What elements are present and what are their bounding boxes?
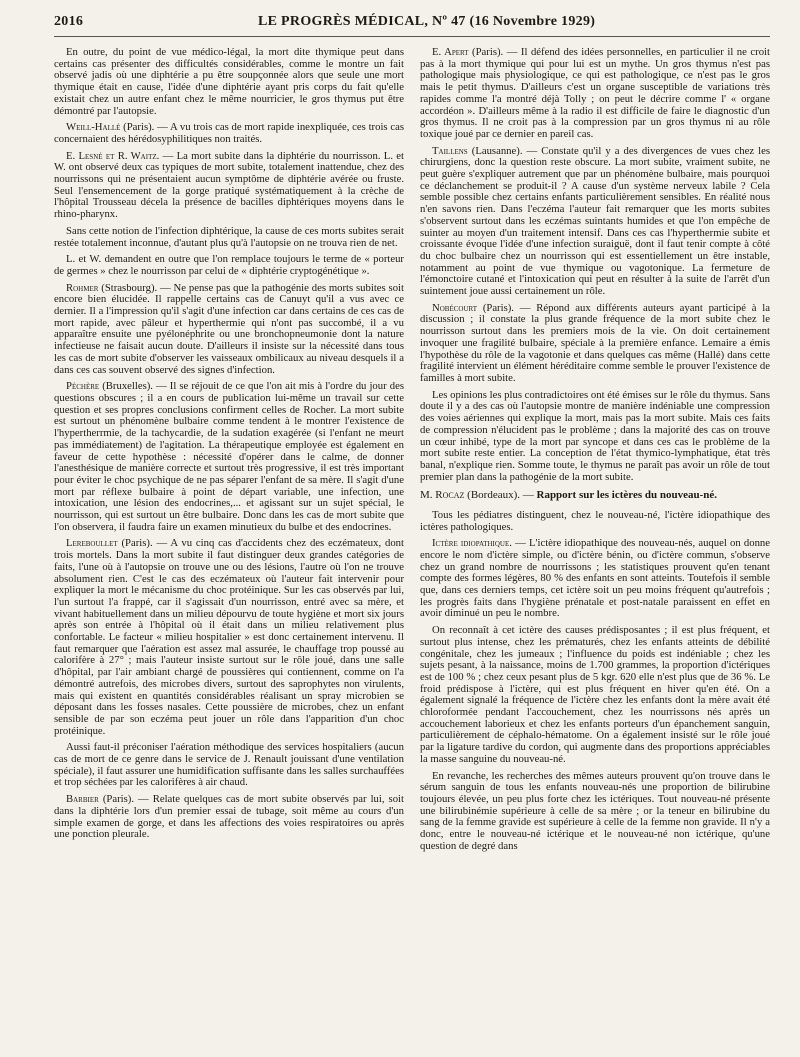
paragraph (420, 146, 770, 298)
paragraph-text: On reconnaît à cet ictère des causes prédisposantes ; il est plus fréquent, et surtout plus intense, chez les prématurés, chez les enfants atteints de débilité congénitale, chez les jumeaux ; l'influence du poids est indéniable ; chez les sujets pesant, à la naissance, moins de 1.700 grammes, la proportion d'ictériques est de 100 % ; chez ceux pesant plus de 5 kgr. 620 elle n'est plus que de 36 %. Le froid prédispose à l'ictère, qui est plus fréquent en hiver qu'en été. On a également signalé la fréquence de l'ictère chez les enfants dont la mère avait été chloroformée pendant l'accouchement, chez les nourrissons nés après un accouchement laborieux et chez les enfants porteurs d'un épanchement sanguin, particulièrement de céphalo-hématome. On a également insisté sur le rôle joué par la ligature tardive du cordon, qui augmente dans des proportions appréciables la masse sanguine du nouveau-né. (420, 624, 770, 765)
journal-title: LE PROGRÈS MÉDICAL, Nº 47 (16 Novembre 1929) (257, 14, 596, 29)
paragraph (54, 151, 404, 221)
paragraph-text: (Lausanne). — Constate qu'il y a des divergences de vues chez les chirurgiens, donc la question reste obscure. La mort subite, vraiment subite, ne peut guère s'expliquer autrement que par un phénomène bulbaire, mais pourquoi ce déclanchement se produit-il ? A cause d'un système nerveux labile ? Cela semble possible chez certains enfants particulièrement sensibles. En réalité nous n'en savons rien. Dans l'eczéma l'auteur fait remarquer que les morts subites s'observent surtout dans les eczémas suintants humides et que l'on empêche de suinter au moyen d'un traitement intensif. Dans ces cas l'hyperthermie subite et croissante évoque l'idée d'une infection suraiguë, dont il faut tenir compte à côté du choc bulbaire chez un nourrisson qui est essentiellement un être instable, notamment au point de vue thymique ou vagotonique. La fermeture de l'émonctoire cutané et l'intoxication qui peut en résulter à la suite de l'arrêt d'un suintement joue aussi certainement un rôle. (420, 144, 770, 298)
paragraph-text: Aussi faut-il préconiser l'aération méthodique des services hospitaliers (aucun cas de mort de ce genre dans le service de J. Renault jouissant d'une ventilation spéciale), il faut assurer une humidification suffisante dans les salles surchauffées et trop séchées par les calorifères à air chaud. (54, 741, 404, 789)
paragraph-text: (Paris). — Répond aux différents auteurs ayant participé à la discussion ; il constate la plus grande fréquence de la mort subite chez le nourrisson surtout dans les premiers mois de la vie. On doit certainement invoquer une fragilité bulbaire, spéciale à la première enfance. Lemaire a émis l'hypothèse du rôle de la vagotonie et dans quelques cas même (Hallé) dans cette fragilité intervient un élément héréditaire comme semble le prouver l'existence de familles à mort subite. (420, 301, 770, 384)
speaker-name: Barbier (66, 793, 99, 806)
paragraph (54, 538, 404, 737)
article-columns (54, 47, 770, 1047)
speaker-name: Taillens (432, 144, 468, 157)
paragraph (420, 510, 770, 533)
paragraph-text: (Bruxelles). — Il se réjouit de ce que l'on ait mis à l'ordre du jour des questions obscures ; il a en cours de publication lui-même un travail sur cette question et ses propres conclusions confirment celles de Rocher. La mort subite est surtout un phénomène bulbaire comme tendent à le montrer l'existence de l'hypertherrmie, de la tachycardie, de la sudation exagérée (si l'enfant ne meurt pas immédiatement) de l'agitation. La thérapeutique employée est également en faveur de cette hypothèse : nécessité d'opérer dans le calme, de donner l'anesthésique de manière correcte et surtout très progressive, il est très important pour éviter le choc psychique de ne pas séparer l'enfant de sa mère. Il s'agit d'une mort par réflexe bulbaire à point de départ variable, une infection, une intoxication, une lésion des endocrines,... et agissant sur un sujet spécial, le nourrisson, qui est surtout un être bulbaire. Donc dans les cas de mort subite que l'on observera, il faudra faire un examen minutieux du bulbe et des endocrines. (54, 380, 404, 533)
paragraph-text: Les opinions les plus contradictoires ont été émises sur le rôle du thymus. Sans doute il y a des cas où l'autopsie montre de manière indéniable une compression des voies aériennes qui explique la mort, mais pas la mort subite. Mais ces faits de compression n'élucident pas le problème ; dans la majorité des cas on trouve un cœur inhibé, type de la mort par syncope et dans ces cas le problème de la mort subite reste entier. La conception de l'état thymico-lymphatique, état très banal, n'explique rien. Somme toute, le thymus ne paraît pas avoir un rôle de tout premier plan dans la pathogénie de la mort subite. (420, 388, 770, 483)
paragraph (420, 625, 770, 765)
paragraph (54, 122, 404, 145)
paragraph (54, 794, 404, 841)
paragraph-text: (Paris). — Relate quelques cas de mort subite observés par lui, soit dans la diphtérie lors d'un premier essai de tubage, soit même au cours d'un simple examen de gorge, et dans les affections des voies respiratoires ou après une ponction pleurale. (54, 793, 404, 841)
page-number: 2016 (54, 14, 84, 29)
speaker-name: Weill-Hallé (66, 121, 121, 134)
section-title-text: Rapport sur les ictères du nouveau-né. (536, 489, 717, 502)
section-author: M. Rocaz (420, 489, 465, 502)
paragraph (54, 283, 404, 377)
paragraph (420, 47, 770, 141)
paragraph (420, 538, 770, 620)
paragraph (54, 381, 404, 533)
paragraph-text: Sans cette notion de l'infection diphtérique, la cause de ces morts subites serait restée totalement inconnue, d'autant plus qu'à l'autopsie on ne trouva rien de net. (54, 224, 404, 249)
paragraph-text: Tous les pédiatres distinguent, chez le nouveau-né, l'ictère idiopathique des ictères pathologiques. (420, 508, 770, 533)
paragraph (420, 390, 770, 484)
paragraph (54, 47, 404, 117)
speaker-name: Lereboullet (66, 537, 118, 550)
paragraph-text: En outre, du point de vue médico-légal, la mort dite thymique peut dans certains cas présenter des difficultés considérables, comme le montre un fait observé jadis où une diphtérie a pu être soupçonnée alors que seule une mort thymique était en cause, l'idée d'une diphtérie ayant pris corps du fait qu'elle existait chez un autre enfant chez le même nourricier, le gros thymus put être démontré par l'autopsie. (54, 47, 404, 117)
speaker-name: Nobécourt (432, 301, 478, 314)
left-column (54, 47, 404, 1047)
paragraph-text: (Strasbourg). — Ne pense pas que la pathogénie des morts subites soit encore bien élucidée. Il rappelle certains cas de Canuyt qu'il a vus avec ce dernier. Il a l'impression qu'il s'agit d'une infection car dans certains de ces cas de mort rapide, avec pâleur et hyperthermie qui n'ont pas succombé, il a vu apparaître ensuite une pyélonéphrite ou une bronchopneumonie dont la nature infectieuse ne faisait aucun doute. D'ailleurs il insiste sur la nécessité dans tous les cas de mort subite d'observer les vaisseaux ombilicaux au niveau desquels il a dans ces cas souvent observé des signes d'infection. (54, 281, 404, 376)
section-heading (420, 489, 770, 502)
paragraph-text: (Paris). — A vu trois cas de mort rapide inexpliquée, ces trois cas concernaient des hérédosyphilitiques non traités. (54, 121, 404, 145)
paragraph (54, 254, 404, 277)
paragraph (54, 226, 404, 249)
paragraph-text: . — La mort subite dans la diphtérie du nourrisson. L. et W. ont observé deux cas typiques de mort subite, totalement inattendue, chez des nourrissons qui ne présentaient aucun symptôme de diphtérie avérée ou fruste. Seul l'ensemencement de la gorge pratiqué systématiquement à la crèche de l'hôpital Trousseau décela la présence de bacilles diphtériques moyens dans le rhino-pharynx. (54, 149, 404, 221)
paragraph (54, 742, 404, 789)
page-header (54, 14, 770, 37)
paragraph-text: . — L'ictère idiopathique des nouveau-nés, auquel on donne encore le nom d'ictère simple, ou d'ictère bénin, ou d'ictère commun, s'observe chez un grand nombre de nourrissons ; les statistiques prouvent qu'en tenant compte des formes légères, 80 % des enfants en sont atteints. Toutefois il semble que, dans ces derniers temps, cet ictère soit un peu moins fréquent qu'autrefois ; les progrès faits dans l'hygiène prénatale et post-natale paraissent en effet en avoir diminué un peu le nombre. (420, 537, 770, 620)
paragraph (420, 771, 770, 853)
paragraph-text: En revanche, les recherches des mêmes auteurs prouvent qu'on trouve dans le sérum sanguin de tous les enfants nouveau-nés une proportion de bilirubine toujours élevée, un peu plus forte chez les ictériques. Tout nouveau-né présente une bilirubinémie supérieure à celle de sa mère ; or la teneur en bilirubine du sang de la femme gravide est supérieure à celle de la femme non gravide. Il n'y a donc, entre le nouveau-né ictérique et le nouveau-né non ictérique, qu'une question de degré dans (420, 769, 770, 852)
paragraph-text: L. et W. demandent en outre que l'on remplace toujours le terme de « porteur de germes » chez le nourrisson par celui de « diphtérie cryptogénétique ». (54, 253, 404, 277)
speaker-name: Péchère (66, 380, 100, 393)
paragraph-text: (Paris). — Il défend des idées personnelles, en particulier il ne croit pas à la mort thymique qui pour lui est un mythe. Un gros thymus n'est pas pathologique mais physiologique, ce qui est pathologique, ce n'est pas le gros mais le petit thymus. D'ailleurs c'est un organe susceptible de variations très rapides comme l'a montré déjà Tolly ; on peut le décrire comme l' « organe accordéon ». D'ailleurs même à la radio il est difficile de faire le diagnostic d'un gros thymus. Il ne croit pas à la compression par un gros thymus ni au rôle toxique joué par ce dernier en pareil cas. (420, 47, 770, 140)
speaker-name: Rohmer (66, 281, 99, 294)
paragraph-text: (Paris). — A vu cinq cas d'accidents chez des eczémateux, dont trois mortels. Dans la mort subite il faut distinguer deux grandes catégories de faits, l'une où à l'autopsie on trouve une ou des lésions, l'autre où l'on ne trouve absolument rien. C'est le cas des eczémateux où l'auteur fait intervenir pour expliquer la mort le mécanisme du choc protéinique. Sur les cas observés par lui, l'un surtout l'a frappé, car il s'agissait d'un nourrisson, entré avec sa mère, et vivant habituellement dans un milieu dépourvu de toute hygiène et mort six jours après son entrée à l'hôpital où il était dans un milieu relativement plus confortable. Le facteur « milieu hospitalier » est donc certainement intervenu. Il faut remarquer que l'aération est assez mal assurée, le chauffage trop poussé au calorifère à 27° ; mais l'auteur insiste surtout sur le rôle joué, dans une salle d'hôpital, par l'air ambiant chargé de poussières qui contiennent, comme on l'a démontré autrefois, des microbes divers, surtout des saprophytes non virulents, mais qui existent en quantités considérables réalisant un spray microbien se déposant dans les fosses nasales. Cette poussière de microbes, chez un enfant sensible de par son eczéma peut jouer un rôle dans l'apparition d'un choc protéinique. (54, 537, 404, 737)
paragraph (420, 303, 770, 385)
section-place: (Bordeaux). — (464, 489, 537, 502)
speaker-name: Ictère idiopathique (432, 537, 510, 550)
speaker-name: E. Apert (432, 47, 469, 58)
speaker-name: E. Lesné et R. Waitz (66, 149, 157, 162)
right-column (420, 47, 770, 1047)
